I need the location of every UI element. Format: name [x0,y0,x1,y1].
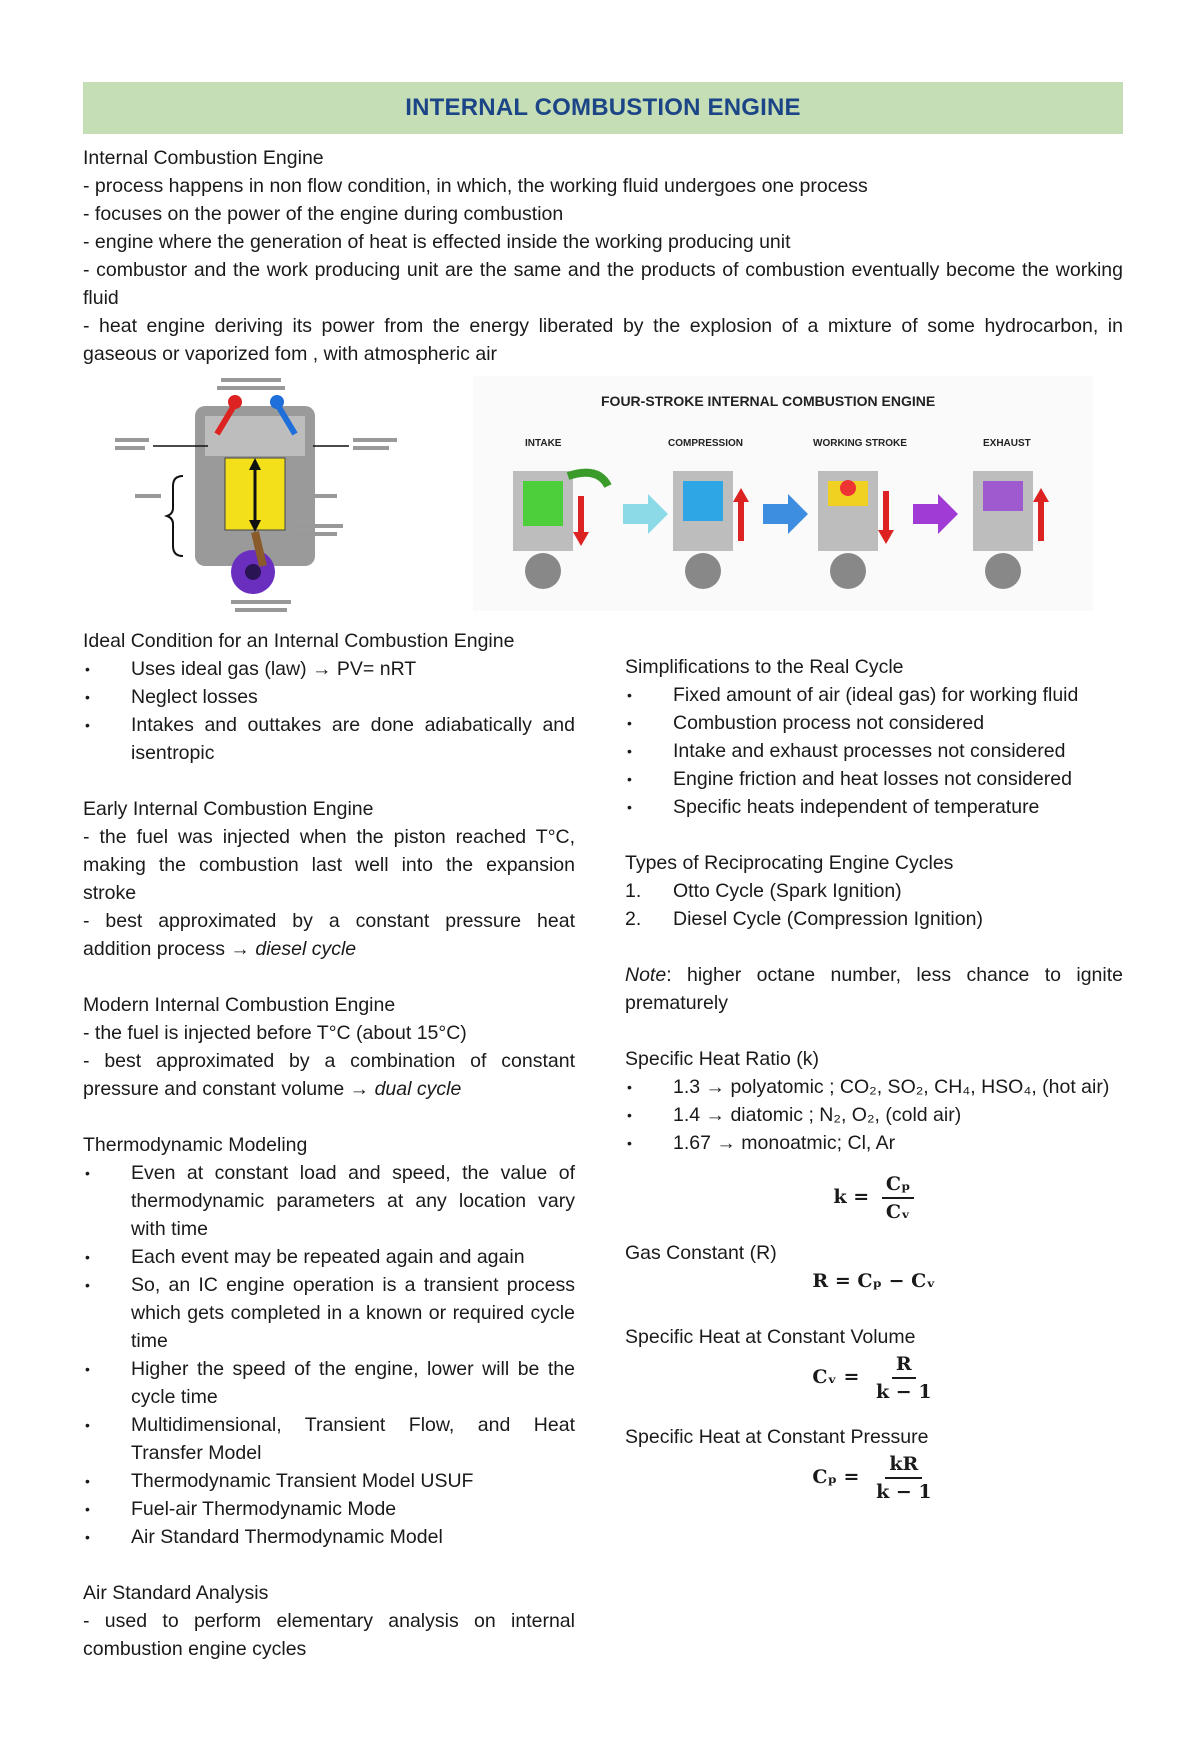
four-stroke-engine-figure [473,376,1093,611]
modern-ice-heading: Modern Internal Combustion Engine [83,994,396,1016]
list-text: Otto Cycle (Spark Ignition) [673,880,902,902]
fraction [882,1171,915,1225]
intake-cylinder [513,471,608,589]
intro-line: - combustor and the work producing unit are the same and the products of combustion eventually become the working fluid [83,259,1123,309]
list-item: • So, an IC engine operation is a transient process which gets completed in a known or required cycle time [83,1271,575,1355]
denominator: Cᵥ [885,1201,911,1223]
right-column [625,653,1123,1505]
thermo-modeling-list [83,1159,575,1551]
gas-constant-heading: Gas Constant (R) [625,1242,777,1264]
list-item: • Multidimensional, Transient Flow, and Heat Transfer Model [83,1411,575,1467]
k-formula [625,1171,1123,1225]
fraction [872,1351,936,1405]
list-item: • Even at constant load and speed, the value of thermodynamic parameters at any location vary with time [83,1159,575,1243]
early-ice-heading: Early Internal Combustion Engine [83,798,374,820]
list-number: 2. [625,908,642,930]
engine-cycles-list [625,877,1123,933]
arrow-icon [623,494,668,534]
list-item: • 1.67 → monoatmic; Cl, Ar [625,1129,1123,1157]
intro-line: - heat engine deriving its power from the energy liberated by the explosion of a mixture of some hydrocarbon, in gaseous or vaporized fom , with atmospheric air [83,315,1123,365]
modern-ice-text: - best approximated by a combination of constant pressure and constant volume → [83,1050,575,1100]
intro-heading: Internal Combustion Engine [83,147,324,169]
numerator: Cₚ [882,1171,915,1199]
list-number: 1. [625,880,642,902]
list-item [625,905,1123,933]
exhaust-cylinder [973,471,1049,589]
simplifications-list [625,681,1123,821]
early-ice-line [83,907,575,963]
stage-label-intake: INTAKE [525,438,562,449]
list-item [625,877,1123,905]
compression-cylinder [673,471,749,589]
ideal-condition-list [83,655,575,767]
stage-label-working-stroke: WORKING STROKE [813,438,907,449]
denominator: k − 1 [876,1381,932,1403]
air-standard-line: - used to perform elementary analysis on internal combustion engine cycles [83,1610,575,1660]
specific-heat-ratio-heading: Specific Heat Ratio (k) [625,1048,819,1070]
engine-cross-section-figure [113,376,413,616]
modern-ice-line: - the fuel is injected before T°C (about 15°C) [83,1022,467,1044]
list-item: • Specific heats independent of temperature [625,793,1123,821]
intro-line: - process happens in non flow condition, in which, the working fluid undergoes one process [83,175,868,197]
formula-lhs: Cₚ = [812,1466,860,1488]
specific-heat-ratio-list [625,1073,1123,1157]
thermo-modeling-heading: Thermodynamic Modeling [83,1134,308,1156]
arrow-icon [763,494,808,534]
list-item: • Intakes and outtakes are done adiabatically and isentropic [83,711,575,767]
arrow-icon [913,494,958,534]
formula-lhs: k = [833,1186,870,1208]
cp-formula [625,1451,1123,1505]
denominator: k − 1 [876,1481,932,1503]
list-item: • Intake and exhaust processes not considered [625,737,1123,765]
cv-heading: Specific Heat at Constant Volume [625,1326,916,1348]
stage-label-compression: COMPRESSION [668,438,744,449]
engine-cycles-heading: Types of Reciprocating Engine Cycles [625,852,954,874]
note-label: Note [625,964,667,986]
cp-heading: Specific Heat at Constant Pressure [625,1426,929,1448]
document-page [83,82,1123,1660]
note-paragraph [625,961,1123,1017]
formula-lhs: Cᵥ = [812,1366,860,1388]
early-ice-text: - best approximated by a constant pressure heat addition process → [83,910,575,960]
modern-ice-line [83,1047,575,1103]
list-item: • Thermodynamic Transient Model USUF [83,1467,575,1495]
note-text: : higher octane number, less chance to ignite prematurely [625,964,1123,1014]
stage-label-exhaust: EXHAUST [983,438,1031,449]
early-ice-line: - the fuel was injected when the piston reached T°C, making the combustion last well into the expansion stroke [83,826,575,904]
intro-line: - engine where the generation of heat is effected inside the working producing unit [83,231,791,253]
numerator: kR [885,1451,922,1479]
numerator: R [892,1351,916,1379]
cv-formula [625,1351,1123,1405]
intro-section [83,144,1123,368]
simplifications-heading: Simplifications to the Real Cycle [625,656,904,678]
dual-cycle-term: dual cycle [374,1078,462,1100]
intro-line: - focuses on the power of the engine during combustion [83,203,564,225]
list-item: • Neglect losses [83,683,575,711]
list-item: • 1.3 → polyatomic ; CO₂, SO₂, CH₄, HSO₄, (hot air) [625,1073,1123,1101]
working-stroke-cylinder [818,471,894,589]
list-item: • Combustion process not considered [625,709,1123,737]
list-item: • Fixed amount of air (ideal gas) for working fluid [625,681,1123,709]
document-title: INTERNAL COMBUSTION ENGINE [83,82,1123,134]
diesel-cycle-term: diesel cycle [255,938,357,960]
list-item: • Air Standard Thermodynamic Model [83,1523,575,1551]
fraction [872,1451,936,1505]
air-standard-heading: Air Standard Analysis [83,1582,269,1604]
list-item: • Engine friction and heat losses not considered [625,765,1123,793]
list-item: • Fuel-air Thermodynamic Mode [83,1495,575,1523]
list-item: • Higher the speed of the engine, lower will be the cycle time [83,1355,575,1411]
list-text: Diesel Cycle (Compression Ignition) [673,908,983,930]
gas-constant-formula: R = Cₚ − Cᵥ [812,1270,936,1292]
figures-row [83,376,1123,621]
ideal-condition-heading: Ideal Condition for an Internal Combustion Engine [83,630,515,652]
left-column [83,627,575,1663]
list-item: • Each event may be repeated again and again [83,1243,575,1271]
four-stroke-title: FOUR-STROKE INTERNAL COMBUSTION ENGINE [601,393,936,409]
list-item: • Uses ideal gas (law) → PV= nRT [83,655,575,683]
list-item: • 1.4 → diatomic ; N₂, O₂, (cold air) [625,1101,1123,1129]
